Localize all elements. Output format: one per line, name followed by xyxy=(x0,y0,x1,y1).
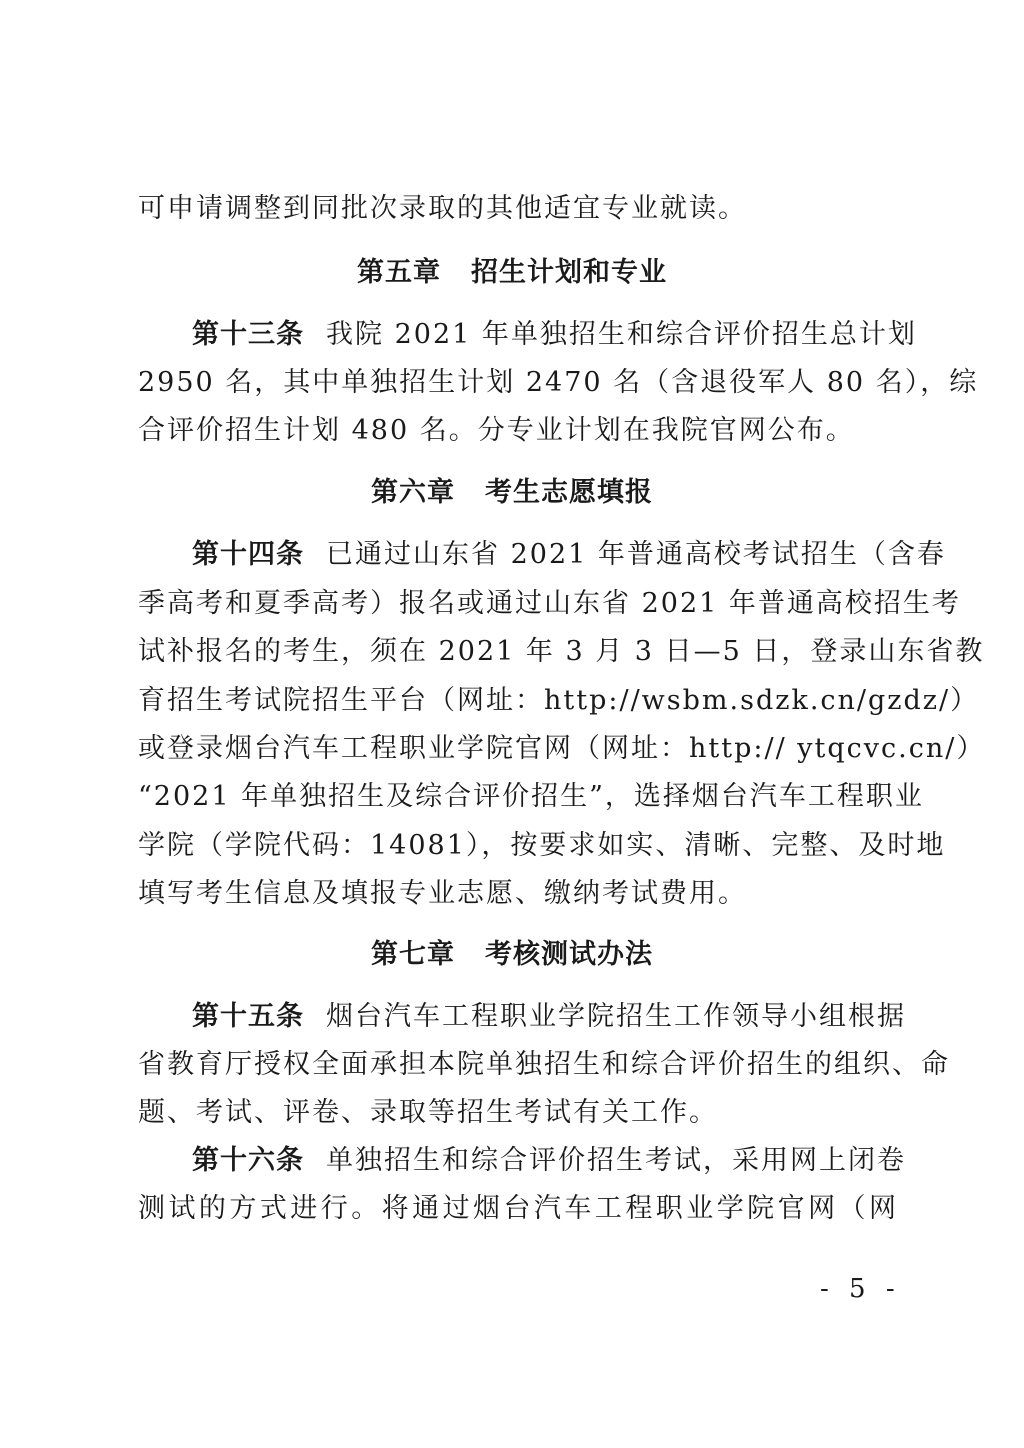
paragraph-line: 或登录烟台汽车工程职业学院官网（网址：http:// ytqcvc.cn/） xyxy=(138,733,986,764)
article-label: 第十三条 xyxy=(192,319,304,350)
article-text: 单独招生和综合评价招生考试，采用网上闭卷 xyxy=(326,1145,906,1176)
paragraph-line: 合评价招生计划 480 名。分专业计划在我院官网公布。 xyxy=(138,415,855,446)
paragraph-line xyxy=(192,318,917,352)
paragraph-line xyxy=(192,1144,906,1178)
chapter-number: 第五章 xyxy=(357,257,441,288)
paragraph-line xyxy=(192,1000,906,1034)
chapter-title: 考生志愿填报 xyxy=(485,477,653,508)
paragraph-line xyxy=(192,538,946,572)
paragraph-line: 季高考和夏季高考）报名或通过山东省 2021 年普通高校招生考 xyxy=(138,588,961,619)
chapter-number: 第六章 xyxy=(371,477,455,508)
article-text: 我院 2021 年单独招生和综合评价招生总计划 xyxy=(326,319,917,350)
paragraph-line: “2021 年单独招生及综合评价招生”，选择烟台汽车工程职业 xyxy=(138,781,924,812)
article-label: 第十五条 xyxy=(192,1001,304,1032)
chapter-heading-6 xyxy=(0,476,1024,510)
article-text: 烟台汽车工程职业学院招生工作领导小组根据 xyxy=(326,1001,906,1032)
paragraph-line: 省教育厅授权全面承担本院单独招生和综合评价招生的组织、命 xyxy=(138,1049,950,1080)
paragraph-line: 测试的方式进行。将通过烟台汽车工程职业学院官网（网 xyxy=(138,1193,898,1224)
paragraph-line: 填写考生信息及填报专业志愿、缴纳考试费用。 xyxy=(138,878,747,909)
chapter-number: 第七章 xyxy=(371,939,455,970)
page-number: - 5 - xyxy=(820,1274,901,1304)
article-label: 第十四条 xyxy=(192,539,304,570)
paragraph-line: 可申请调整到同批次录取的其他适宜专业就读。 xyxy=(138,193,747,224)
paragraph-line: 学院（学院代码：14081），按要求如实、清晰、完整、及时地 xyxy=(138,830,946,861)
paragraph-line: 育招生考试院招生平台（网址：http://wsbm.sdzk.cn/gzdz/） xyxy=(138,685,980,716)
article-label: 第十六条 xyxy=(192,1145,304,1176)
paragraph-line: 2950 名，其中单独招生计划 2470 名（含退役军人 80 名），综 xyxy=(138,367,979,398)
article-text: 已通过山东省 2021 年普通高校考试招生（含春 xyxy=(326,539,946,570)
chapter-heading-5 xyxy=(0,256,1024,290)
paragraph-line: 题、考试、评卷、录取等招生考试有关工作。 xyxy=(138,1097,718,1128)
chapter-title: 招生计划和专业 xyxy=(471,257,667,288)
chapter-heading-7 xyxy=(0,938,1024,972)
chapter-title: 考核测试办法 xyxy=(485,939,653,970)
paragraph-line: 试补报名的考生，须在 2021 年 3 月 3 日—5 日，登录山东省教 xyxy=(138,636,985,667)
